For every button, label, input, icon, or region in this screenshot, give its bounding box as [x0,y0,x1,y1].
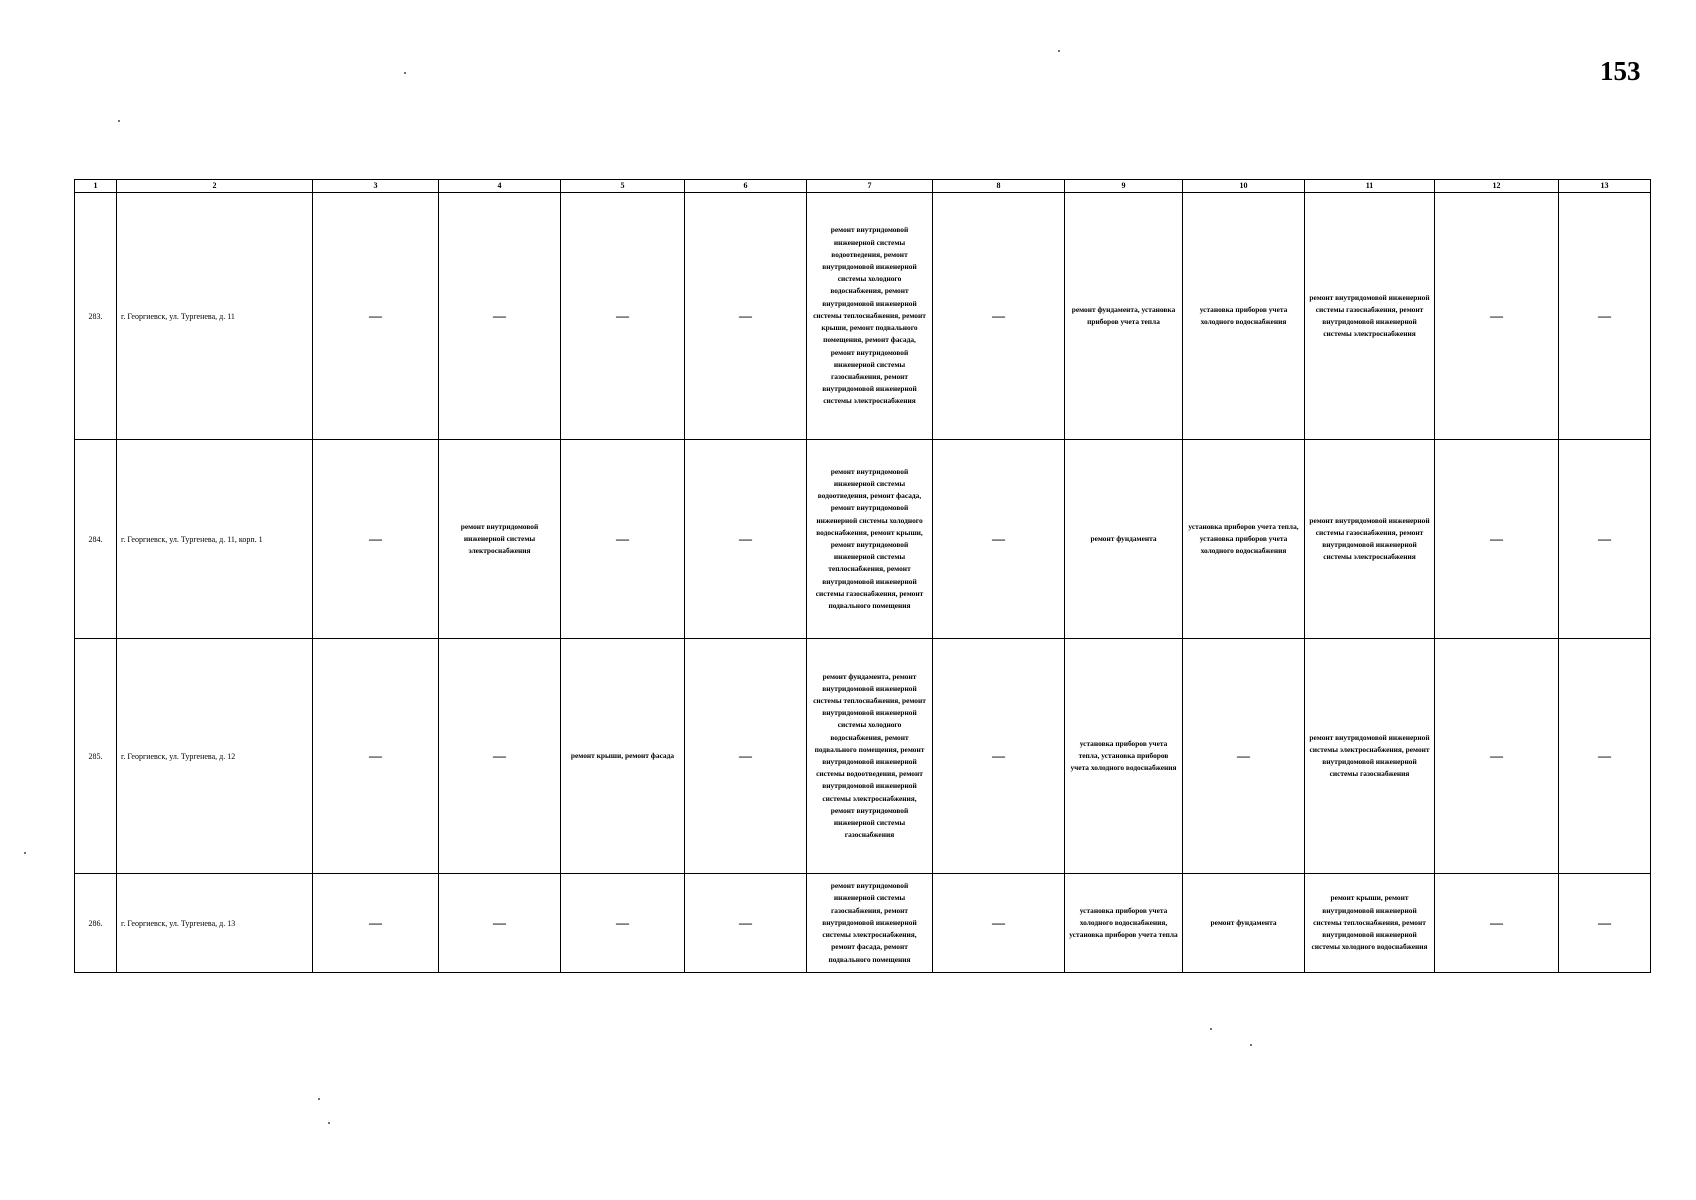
column-number: 6 [685,180,807,193]
work-schedule-table [74,179,1651,973]
column-number: 12 [1435,180,1559,193]
cell-col11: ремонт внутридомовой инженерной системы электроснабжения, ремонт внутридомовой инженерной системы газоснабжения [1305,639,1435,874]
column-number: 11 [1305,180,1435,193]
cell-col8: — [933,639,1065,874]
column-number: 4 [439,180,561,193]
cell-col6: — [685,874,807,973]
row-number: 286. [75,874,117,973]
cell-col8: — [933,874,1065,973]
cell-col7: ремонт фундамента, ремонт внутридомовой инженерной системы теплоснабжения, ремонт внутридомовой инженерной системы холодного водоснабжения, ремонт подвального помещения, ремонт внутридомовой инженерной системы водоотведения, ремонт внутридомовой инженерной системы электроснабжения, ремонт внутридомовой инженерной системы газоснабжения [807,639,933,874]
row-number: 283. [75,193,117,440]
cell-col8: — [933,193,1065,440]
column-number-row [75,180,1651,193]
column-number: 13 [1559,180,1651,193]
cell-col13: — [1559,639,1651,874]
cell-col9: ремонт фундамента, установка приборов учета тепла [1065,193,1183,440]
row-number: 284. [75,440,117,639]
address-cell: г. Георгиевск, ул. Тургенева, д. 11 [117,193,313,440]
cell-col7: ремонт внутридомовой инженерной системы водоотведения, ремонт фасада, ремонт внутридомовой инженерной системы холодного водоснабжения, ремонт крыши, ремонт внутридомовой инженерной системы теплоснабжения, ремонт внутридомовой инженерной системы газоснабжения, ремонт подвального помещения [807,440,933,639]
cell-col4: ремонт внутридомовой инженерной системы электроснабжения [439,440,561,639]
cell-col13: — [1559,874,1651,973]
address-cell: г. Георгиевск, ул. Тургенева, д. 11, корп. 1 [117,440,313,639]
scan-speck [404,72,406,74]
scan-speck [1210,1028,1212,1030]
cell-col3: — [313,874,439,973]
page-number: 153 [1600,56,1641,86]
cell-col6: — [685,193,807,440]
cell-col12: — [1435,874,1559,973]
cell-col6: — [685,639,807,874]
cell-col4: — [439,193,561,440]
column-number: 10 [1183,180,1305,193]
cell-col9: установка приборов учета холодного водоснабжения, установка приборов учета тепла [1065,874,1183,973]
cell-col9: установка приборов учета тепла, установка приборов учета холодного водоснабжения [1065,639,1183,874]
cell-col5: — [561,193,685,440]
cell-col10: ремонт фундамента [1183,874,1305,973]
cell-col3: — [313,639,439,874]
cell-col11: ремонт внутридомовой инженерной системы газоснабжения, ремонт внутридомовой инженерной системы электроснабжения [1305,193,1435,440]
cell-col5: ремонт крыши, ремонт фасада [561,639,685,874]
table-row [75,440,1651,639]
cell-col3: — [313,193,439,440]
cell-col11: ремонт внутридомовой инженерной системы газоснабжения, ремонт внутридомовой инженерной системы электроснабжения [1305,440,1435,639]
address-cell: г. Георгиевск, ул. Тургенева, д. 12 [117,639,313,874]
cell-col10: установка приборов учета тепла, установка приборов учета холодного водоснабжения [1183,440,1305,639]
column-number: 1 [75,180,117,193]
column-number: 9 [1065,180,1183,193]
column-number: 3 [313,180,439,193]
table-row [75,874,1651,973]
cell-col7: ремонт внутридомовой инженерной системы газоснабжения, ремонт внутридомовой инженерной системы электроснабжения, ремонт фасада, ремонт подвального помещения [807,874,933,973]
scan-speck [1250,1044,1252,1046]
address-cell: г. Георгиевск, ул. Тургенева, д. 13 [117,874,313,973]
cell-col8: — [933,440,1065,639]
cell-col4: — [439,874,561,973]
cell-col13: — [1559,193,1651,440]
cell-col7: ремонт внутридомовой инженерной системы водоотведения, ремонт внутридомовой инженерной системы холодного водоснабжения, ремонт внутридомовой инженерной системы теплоснабжения, ремонт крыши, ремонт подвального помещения, ремонт фасада, ремонт внутридомовой инженерной системы газоснабжения, ремонт внутридомовой инженерной системы электроснабжения [807,193,933,440]
column-number: 8 [933,180,1065,193]
cell-col10: — [1183,639,1305,874]
cell-col5: — [561,440,685,639]
cell-col12: — [1435,639,1559,874]
scan-speck [1058,50,1060,52]
cell-col5: — [561,874,685,973]
cell-col12: — [1435,440,1559,639]
scan-speck [118,120,120,122]
cell-col3: — [313,440,439,639]
column-number: 2 [117,180,313,193]
cell-col6: — [685,440,807,639]
table-row [75,193,1651,440]
scan-speck [318,1098,320,1100]
scan-speck [24,852,26,854]
cell-col12: — [1435,193,1559,440]
column-number: 5 [561,180,685,193]
cell-col9: ремонт фундамента [1065,440,1183,639]
cell-col10: установка приборов учета холодного водоснабжения [1183,193,1305,440]
row-number: 285. [75,639,117,874]
column-number: 7 [807,180,933,193]
cell-col13: — [1559,440,1651,639]
cell-col11: ремонт крыши, ремонт внутридомовой инженерной системы теплоснабжения, ремонт внутридомовой инженерной системы холодного водоснабжения [1305,874,1435,973]
scan-speck [328,1122,330,1124]
cell-col4: — [439,639,561,874]
table-row [75,639,1651,874]
